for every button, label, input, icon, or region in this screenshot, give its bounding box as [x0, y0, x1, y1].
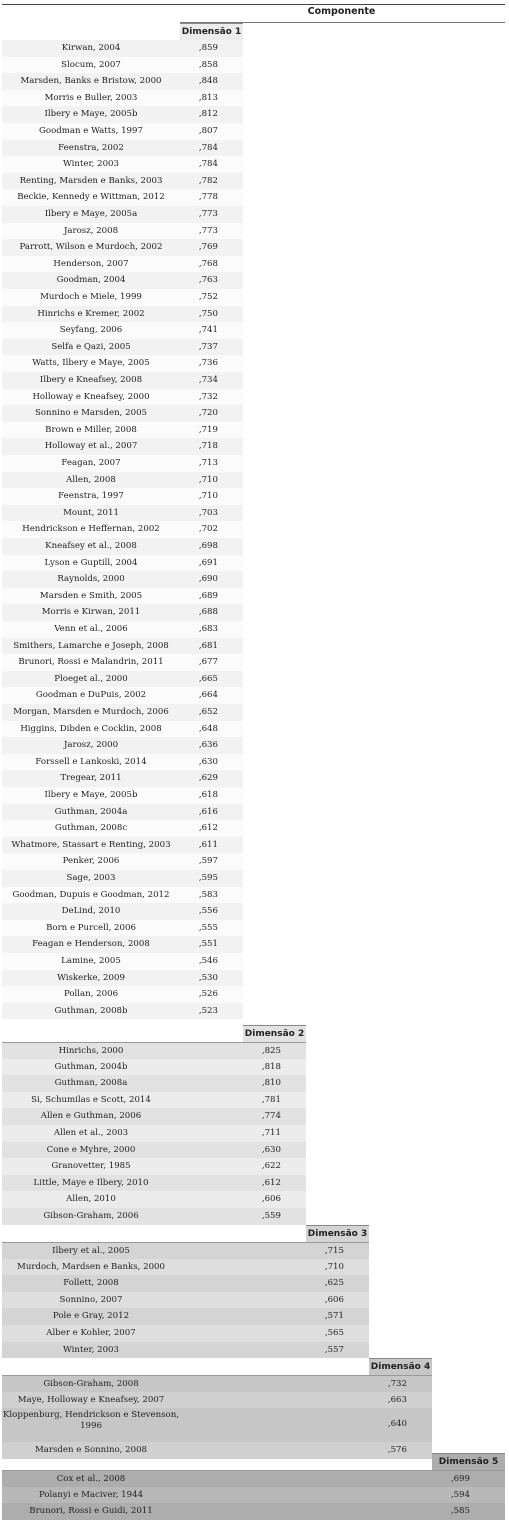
reference-name: Winter, 2003	[62, 1344, 119, 1355]
reference-name: Wiskerke, 2009	[57, 972, 125, 983]
reference-name: Guthman, 2004a	[54, 806, 128, 817]
table-row	[2, 206, 243, 223]
table-row	[2, 870, 243, 887]
table-row	[2, 173, 243, 190]
reference-name: Polanyi e Maciver, 1944	[38, 1489, 144, 1500]
reference-name: Follett, 2008	[63, 1278, 119, 1289]
table-row	[2, 505, 243, 522]
reference-name: Allen e Guthman, 2006	[40, 1111, 142, 1122]
table-row	[2, 1191, 306, 1208]
reference-name: Selfa e Qazi, 2005	[51, 341, 131, 352]
reference-name: Granovetter, 1985	[51, 1161, 131, 1172]
loading-value: ,612	[261, 1177, 281, 1188]
table-row	[2, 970, 243, 987]
loading-value: ,818	[261, 1061, 281, 1072]
reference-name: Alber e Kohler, 2007	[46, 1328, 136, 1338]
reference-name: Venn et al., 2006	[54, 624, 128, 634]
dimension-header-5: Dimensão 5	[432, 1453, 505, 1471]
table-row	[2, 721, 243, 738]
loading-value: ,652	[198, 707, 218, 717]
dimension-header-3: Dimensão 3	[306, 1225, 369, 1243]
reference-name: Gibson-Graham, 2006	[43, 1211, 139, 1221]
table-row	[2, 355, 243, 372]
table-row	[2, 1442, 432, 1459]
reference-name: Brunori, Rossi e Malandrin, 2011	[18, 657, 164, 668]
loading-value: ,848	[198, 76, 218, 87]
loading-value: ,606	[261, 1194, 281, 1205]
table-row	[2, 820, 243, 837]
reference-name: Parrott, Wilson e Murdoch, 2002	[19, 242, 163, 253]
table-row	[2, 1142, 306, 1159]
table-row	[2, 1003, 243, 1020]
reference-name: Whatmore, Stassart e Renting, 2003	[11, 839, 171, 850]
loading-value: ,703	[198, 507, 218, 518]
loading-value: ,559	[261, 1211, 281, 1221]
reference-name: Slocum, 2007	[61, 59, 121, 70]
loading-value: ,681	[198, 640, 218, 651]
table-row	[2, 555, 243, 572]
reference-name: Allen, 2010	[66, 1194, 116, 1205]
loading-value: ,523	[198, 1005, 218, 1016]
table-row	[2, 621, 243, 638]
reference-name: Jarosz, 2000	[63, 740, 119, 751]
loading-value: ,710	[198, 474, 218, 485]
loading-value: ,585	[450, 1506, 470, 1517]
reference-name: Pollan, 2006	[63, 989, 119, 1000]
table-row	[2, 1308, 369, 1325]
loading-value: ,737	[198, 341, 218, 352]
reference-name: Kirwan, 2004	[61, 43, 121, 53]
reference-name: Si, Schumilas e Scott, 2014	[31, 1094, 151, 1105]
table-row	[2, 853, 243, 870]
loading-value: ,810	[261, 1078, 281, 1089]
table-row	[2, 1208, 306, 1225]
reference-name: Murdoch, Mardsen e Banks, 2000	[17, 1261, 165, 1272]
loading-value: ,698	[198, 541, 218, 551]
loading-value: ,583	[198, 889, 218, 900]
loading-value: ,606	[324, 1294, 344, 1305]
reference-name: Ilbery e Kneafsey, 2008	[39, 375, 143, 385]
table-row	[2, 272, 243, 289]
reference-name: Marsden e Sonnino, 2008	[34, 1445, 148, 1456]
reference-name: Marsden, Banks e Bristow, 2000	[20, 76, 162, 87]
loading-value: ,859	[198, 43, 218, 53]
table-row	[2, 1408, 432, 1442]
reference-name: Goodman, Dupuis e Goodman, 2012	[12, 889, 170, 900]
table-row	[2, 704, 243, 721]
loading-value: ,741	[198, 325, 218, 336]
table-row	[2, 1325, 369, 1342]
loading-value: ,594	[450, 1489, 470, 1500]
table-row	[2, 1125, 306, 1142]
loading-value: ,710	[324, 1261, 344, 1272]
loading-value: ,763	[198, 275, 218, 286]
loading-value: ,702	[198, 524, 218, 535]
table-row	[2, 1470, 505, 1488]
reference-name: Maye, Holloway e Kneafsey, 2007	[17, 1394, 165, 1405]
loading-value: ,773	[198, 225, 218, 236]
reference-name: Winter, 2003	[62, 159, 119, 170]
table-row	[2, 156, 243, 173]
loading-value: ,557	[324, 1344, 344, 1355]
table-row	[2, 455, 243, 472]
table-row	[2, 837, 243, 854]
reference-name: Cone e Myhre, 2000	[46, 1144, 136, 1155]
loading-value: ,571	[324, 1311, 344, 1322]
reference-name: Hinrichs e Kremer, 2002	[37, 308, 145, 319]
loading-value: ,825	[261, 1046, 281, 1056]
table-row	[2, 1042, 306, 1060]
loading-value: ,565	[324, 1328, 344, 1338]
dimension-header-2: Dimensão 2	[243, 1025, 306, 1043]
table-row	[2, 1242, 369, 1260]
loading-value: ,769	[198, 242, 218, 253]
reference-name: Watts, Ilbery e Maye, 2005	[32, 358, 150, 369]
loading-value: ,710	[198, 491, 218, 502]
loading-value: ,622	[261, 1161, 281, 1172]
loading-value: ,595	[198, 873, 218, 883]
loading-value: ,713	[198, 458, 218, 468]
loading-value: ,629	[198, 773, 218, 784]
table-row	[2, 671, 243, 688]
loading-value: ,773	[198, 209, 218, 219]
loading-value: ,618	[198, 790, 218, 800]
loading-value: ,611	[198, 839, 218, 850]
table-row	[2, 140, 243, 157]
reference-name: Tregear, 2011	[60, 773, 122, 784]
table-row	[2, 189, 243, 206]
reference-name: Ilbery e Maye, 2005a	[44, 209, 138, 219]
loading-value: ,689	[198, 590, 218, 601]
reference-name: Kneafsey et al., 2008	[45, 541, 137, 551]
loading-value: ,732	[198, 391, 218, 402]
reference-name: Marsden e Smith, 2005	[39, 590, 143, 601]
reference-name: Guthman, 2004b	[54, 1061, 128, 1072]
loading-value: ,784	[198, 142, 218, 153]
loading-value: ,551	[198, 939, 218, 950]
table-row	[2, 538, 243, 555]
loading-value: ,782	[198, 175, 218, 186]
loading-value: ,526	[198, 989, 218, 1000]
reference-name: Henderson, 2007	[53, 258, 129, 269]
reference-name: Mount, 2011	[63, 507, 119, 518]
loading-value: ,736	[198, 358, 218, 369]
table-row	[2, 1259, 369, 1276]
table-row	[2, 405, 243, 422]
loading-value: ,648	[198, 723, 218, 734]
reference-name: Smithers, Lamarche e Joseph, 2008	[13, 640, 169, 651]
loading-value: ,636	[198, 740, 218, 751]
table-row	[2, 123, 243, 140]
reference-name: Morgan, Marsden e Murdoch, 2006	[13, 707, 169, 717]
loading-value: ,691	[198, 557, 218, 568]
component-header: Componente	[307, 6, 376, 17]
table-row	[2, 1158, 306, 1175]
loading-value: ,530	[198, 972, 218, 983]
table-row	[2, 953, 243, 970]
loading-value: ,556	[198, 906, 218, 917]
table-row	[2, 40, 243, 57]
reference-name: Ilbery et al., 2005	[52, 1246, 130, 1256]
loading-value: ,664	[198, 690, 218, 701]
table-row	[2, 638, 243, 655]
table-row	[2, 770, 243, 787]
loading-value: ,625	[324, 1278, 344, 1289]
reference-name: Brown e Miller, 2008	[45, 424, 137, 435]
reference-name: Forssell e Lankoski, 2014	[35, 756, 147, 767]
table-row	[2, 1292, 369, 1309]
table-row	[2, 571, 243, 588]
reference-name: Higgins, Dibden e Cocklin, 2008	[20, 723, 162, 734]
reference-name: Jarosz, 2008	[63, 225, 119, 236]
table-row	[2, 90, 243, 107]
table-row	[2, 339, 243, 356]
loading-value: ,719	[198, 424, 218, 435]
table-row	[2, 73, 243, 90]
table-row	[2, 1075, 306, 1092]
reference-name: Pole e Gray, 2012	[52, 1311, 130, 1322]
loading-value: ,752	[198, 292, 218, 302]
reference-name: Sage, 2003	[66, 873, 116, 883]
table-row	[2, 887, 243, 904]
reference-name: Guthman, 2008a	[54, 1078, 128, 1089]
table-row	[2, 986, 243, 1003]
reference-name: Feenstra, 1997	[58, 491, 124, 502]
reference-name: Morris e Buller, 2003	[44, 92, 138, 103]
loading-value: ,781	[261, 1094, 281, 1105]
loading-value: ,640	[387, 1419, 407, 1430]
loading-value: ,683	[198, 624, 218, 634]
reference-name: Ilbery e Maye, 2005b	[44, 790, 138, 800]
table-row	[2, 787, 243, 804]
loading-value: ,813	[198, 92, 218, 103]
loading-value: ,718	[198, 441, 218, 452]
reference-name: Renting, Marsden e Banks, 2003	[19, 175, 163, 186]
loading-value: ,597	[198, 856, 218, 867]
reference-name: Raynolds, 2000	[57, 574, 125, 585]
table-row	[2, 372, 243, 389]
loading-value: ,546	[198, 956, 218, 966]
table-row	[2, 1487, 505, 1504]
table-row	[2, 936, 243, 953]
reference-name: Gibson-Graham, 2008	[43, 1379, 139, 1389]
table-row	[2, 920, 243, 937]
reference-name: Hinrichs, 2000	[58, 1046, 124, 1056]
loading-value: ,807	[198, 126, 218, 136]
table-row	[2, 239, 243, 256]
reference-name: Feenstra, 2002	[58, 142, 124, 153]
table-row	[2, 1092, 306, 1109]
loading-value: ,778	[198, 192, 218, 203]
loading-value: ,732	[387, 1379, 407, 1389]
reference-name: DeLind, 2010	[61, 906, 121, 917]
loading-value: ,555	[198, 922, 218, 933]
loading-value: ,616	[198, 806, 218, 817]
reference-name: Murdoch e Miele, 1999	[40, 292, 142, 302]
loading-value: ,768	[198, 258, 218, 269]
table-row	[2, 654, 243, 671]
dimension-header-1: Dimensão 1	[180, 23, 243, 41]
table-row	[2, 588, 243, 605]
table-row	[2, 804, 243, 821]
table-row	[2, 754, 243, 771]
table-row	[2, 1275, 369, 1292]
loading-value: ,612	[198, 823, 218, 834]
reference-name: Penker, 2006	[62, 856, 120, 867]
reference-name: Goodman e Watts, 1997	[39, 126, 143, 136]
loading-value: ,750	[198, 308, 218, 319]
table-row	[2, 488, 243, 505]
table-row	[2, 57, 243, 74]
table-row	[2, 1503, 505, 1520]
reference-name: Lyson e Guptill, 2004	[44, 557, 138, 568]
reference-name: Ilbery e Maye, 2005b	[44, 109, 138, 120]
loading-value: ,630	[198, 756, 218, 767]
reference-name: Little, Maye e Ilbery, 2010	[33, 1177, 149, 1188]
table-row	[2, 438, 243, 455]
loading-value: ,715	[324, 1246, 344, 1256]
reference-name: Sonnino, 2007	[59, 1294, 123, 1305]
loading-value: ,690	[198, 574, 218, 585]
table-row	[2, 903, 243, 920]
reference-name: Holloway et al., 2007	[44, 441, 138, 452]
loading-value: ,699	[450, 1474, 470, 1484]
dimension-header-4: Dimensão 4	[369, 1358, 432, 1376]
table-row	[2, 521, 243, 538]
reference-name: Hendrickson e Heffernan, 2002	[22, 524, 160, 535]
table-row	[2, 306, 243, 323]
loading-value: ,663	[387, 1394, 407, 1405]
reference-name: Feagan e Henderson, 2008	[32, 939, 150, 950]
reference-name: Allen, 2008	[66, 474, 116, 485]
reference-name: Born e Purcell, 2006	[46, 922, 136, 933]
table-row	[2, 1108, 306, 1125]
reference-name: Kloppenburg, Hendrickson e Stevenson, 1996	[3, 1410, 179, 1432]
table-row	[2, 472, 243, 489]
table-row	[2, 322, 243, 339]
reference-name: Goodman, 2004	[56, 275, 126, 286]
reference-name: Brunori, Rossi e Guidi, 2011	[29, 1506, 153, 1517]
reference-name: Goodman e DuPuis, 2002	[35, 690, 147, 701]
table-row	[2, 1375, 432, 1393]
loading-value: ,665	[198, 673, 218, 684]
reference-name: Morris e Kirwan, 2011	[41, 607, 141, 618]
loading-value: ,784	[198, 159, 218, 170]
table-row	[2, 1175, 306, 1192]
table-row	[2, 737, 243, 754]
loading-value: ,711	[261, 1128, 281, 1138]
table-row	[2, 223, 243, 240]
reference-name: Lamine, 2005	[61, 956, 121, 966]
loading-value: ,774	[261, 1111, 281, 1122]
reference-name: Ploeget al., 2000	[54, 673, 128, 684]
reference-name: Seyfang, 2006	[59, 325, 123, 336]
reference-name: Guthman, 2008c	[54, 823, 128, 834]
reference-name: Sonnino e Marsden, 2005	[34, 408, 148, 419]
table-row	[2, 1342, 369, 1359]
reference-name: Guthman, 2008b	[54, 1005, 128, 1016]
loading-value: ,576	[387, 1445, 407, 1456]
table-row	[2, 604, 243, 621]
loading-value: ,858	[198, 59, 218, 70]
reference-name: Feagan, 2007	[61, 458, 121, 468]
table-row	[2, 256, 243, 273]
loading-value: ,677	[198, 657, 218, 668]
loading-value: ,734	[198, 375, 218, 385]
reference-name: Beckie, Kennedy e Wittman, 2012	[17, 192, 165, 203]
loading-value: ,630	[261, 1144, 281, 1155]
loading-value: ,812	[198, 109, 218, 120]
table-row	[2, 289, 243, 306]
table-row	[2, 1392, 432, 1409]
loading-value: ,720	[198, 408, 218, 419]
loading-value: ,688	[198, 607, 218, 618]
reference-name: Holloway e Kneafsey, 2000	[32, 391, 150, 402]
table-row	[2, 687, 243, 704]
reference-name: Cox et al., 2008	[56, 1474, 126, 1484]
table-row	[2, 389, 243, 406]
reference-name: Allen et al., 2003	[53, 1128, 129, 1138]
table-row	[2, 1059, 306, 1076]
table-row	[2, 106, 243, 123]
table-row	[2, 422, 243, 439]
